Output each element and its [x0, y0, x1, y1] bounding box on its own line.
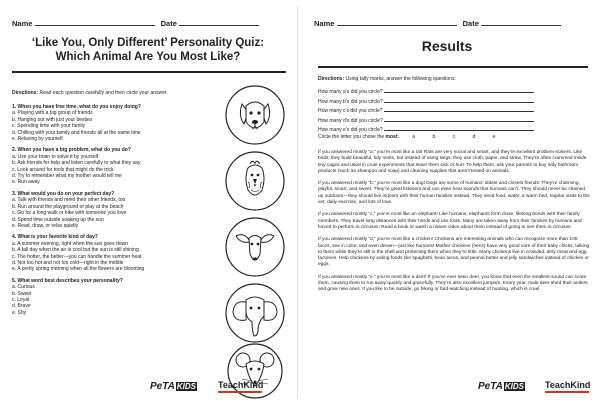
deer-icon — [224, 216, 286, 278]
tally-question: How many d’s did you circle? — [318, 117, 383, 124]
directions-text: Read each question carefully and then circle your answer. — [38, 90, 168, 96]
option-3b[interactable]: b. Run around the playground or play at the beach — [12, 203, 124, 210]
tally-list — [318, 87, 534, 135]
question-block — [12, 104, 217, 142]
tally-field[interactable] — [384, 97, 534, 103]
option-5a[interactable]: a. Curious — [12, 284, 35, 291]
date-field[interactable] — [179, 18, 259, 26]
option-1a[interactable]: a. Playing with a big group of friends — [12, 110, 93, 117]
circle-letter-d[interactable]: d — [472, 134, 476, 140]
results-title: Results — [421, 38, 473, 54]
circle-letter-c[interactable]: c — [452, 134, 456, 140]
name-date-row — [314, 18, 561, 28]
teachkind-logo — [218, 380, 263, 393]
question-1: 1. When you have free time, what do you enjoy doing? — [12, 104, 141, 110]
quiz-title — [4, 36, 292, 64]
elephant-icon — [224, 282, 286, 344]
option-4b[interactable]: b. A fall day when the air is cool but the sun is still shining — [12, 247, 139, 254]
teachkind-underline — [545, 391, 589, 393]
date-field[interactable] — [481, 18, 561, 26]
tally-field[interactable] — [384, 87, 534, 93]
option-1c[interactable]: c. Spending time with your family — [12, 123, 86, 130]
option-3c[interactable]: c. Go for a long walk or hike with someone you love — [12, 210, 127, 217]
question-block — [12, 191, 217, 229]
teachkind-logo-text: TeachKind — [545, 380, 591, 390]
peta-kids-logo — [478, 381, 525, 392]
quiz-title-line2: Which Animal Are You Most Like? — [55, 51, 241, 63]
kids-logo-text: KIDS — [504, 382, 524, 391]
circle-letter-a[interactable]: a — [412, 134, 416, 140]
tally-field[interactable] — [384, 116, 534, 122]
option-5b[interactable]: b. Sweet — [12, 290, 32, 297]
question-block — [12, 278, 217, 316]
result-elephant: If you answered mostly “c,” you’re most like an elephant! Like humans, elephants form close, lifelong bonds with their family members. They travel long distances with their herds and use tools. Many are taken away from their families by humans and forced to perform in circuses. Read a book or watch a nature video about them instead of going to see them in circuses. — [318, 212, 582, 230]
question-5: 5. What word best describes your personality? — [12, 277, 123, 284]
tally-question: How many b’s did you circle? — [318, 98, 383, 105]
option-2e[interactable]: e. Run away — [12, 179, 40, 186]
name-field[interactable] — [35, 18, 155, 26]
option-2d[interactable]: d. Try to remember what my mother would tell me — [12, 173, 122, 180]
results-list — [318, 150, 590, 300]
date-label: Date — [160, 19, 177, 28]
name-field[interactable] — [337, 18, 457, 26]
quiz-page — [0, 0, 292, 404]
tally-question: How many c’s did you circle? — [318, 108, 383, 115]
tally-field[interactable] — [384, 106, 534, 112]
peta-logo-text: PeTA — [150, 381, 175, 392]
circle-letter-e[interactable]: e — [492, 134, 496, 140]
title-rule — [318, 66, 588, 68]
directions-text: Using tally marks, answer the following questions: — [344, 76, 456, 82]
results-page — [302, 0, 602, 404]
kids-logo-text: KIDS — [176, 382, 196, 391]
result-chicken: If you answered mostly “d,” you’re most like a chicken! Chickens are interesting animals who can recognize more than 100 faces, see in color, and even dream—just like humans! Mother chickens (hens) have very good care of their baby chicks, talking to them while they’re still in the shell and protecting them when they’re little. Many chickens live in crowded, dirty meat and egg factories. Help chickens by eating foods like spaghetti, bean tacos, and peanut butter and jelly sandwiches instead of chicken or eggs. — [318, 237, 590, 268]
directions-label: Directions: — [12, 90, 39, 96]
results-directions — [318, 76, 588, 82]
option-4a[interactable]: a. A summer evening, right when the sun goes down — [12, 240, 128, 247]
option-3a[interactable]: a. Talk with friends and meet their other friends, too — [12, 197, 126, 204]
circle-prompt-text: Circle the letter you chose the — [318, 134, 386, 140]
title-rule — [12, 71, 286, 73]
option-4e[interactable]: e. A pretty spring morning when all the flowers are blooming — [12, 266, 145, 273]
option-5c[interactable]: c. Loyal — [12, 296, 30, 303]
option-2a[interactable]: a. Use your brain to solve it by yourself — [12, 153, 99, 160]
option-3d[interactable]: d. Spend time outside soaking up the sun — [12, 216, 104, 223]
chicken-icon — [224, 150, 286, 212]
question-block — [12, 234, 217, 272]
option-5e[interactable]: e. Shy — [12, 309, 27, 316]
question-3: 3. What would you do on your perfect day? — [12, 190, 115, 197]
option-1d[interactable]: d. Chilling with your family and friends all at the same time — [12, 129, 141, 136]
circle-prompt-most: most — [385, 134, 398, 140]
question-list — [12, 100, 217, 316]
option-1b[interactable]: b. Hanging out with just your besties — [12, 116, 93, 123]
result-dog: If you answered mostly “b,” you’re most like a dog! Dogs are some of humans’ oldest and closest friends. They’re charming, playful, smart, and sweet. They’re great listeners and can even hear sounds that humans can’t. They should never be chained up outdoors—they should live indoors with their human families instead. They need food, water, a warm bed, regular visits to the vet, daily exercise, and lots of love. — [318, 181, 590, 206]
name-label: Name — [12, 19, 33, 28]
teachkind-logo-text: TeachKind — [218, 380, 264, 390]
peta-kids-logo — [150, 381, 197, 392]
result-deer: If you answered mostly “e,” you’re most like a deer! If you’ve ever seen deer, you know that even the smallest sound can scare them, causing them to run away quickly and gracefully. They’re also excellent jumpers. Every year, male deer shed their antlers and grow new ones. If you like to be outside, go hiking or bird-watching instead of hunting, which is cruel. — [318, 274, 588, 293]
circle-letter-b[interactable]: b — [432, 134, 436, 140]
circle-prompt: Circle the letter you chose the most: a b c d e — [318, 134, 496, 140]
tally-question: How many a’s did you circle? — [318, 89, 383, 95]
peta-logo-text: PeTA — [478, 381, 503, 392]
option-5d[interactable]: d. Brave — [12, 303, 31, 310]
date-label: Date — [462, 19, 479, 28]
tally-question: How many e’s did you circle? — [318, 127, 383, 134]
name-date-row — [12, 18, 259, 28]
question-2: 2. When you have a big problem, what do you do? — [12, 147, 131, 154]
teachkind-underline — [218, 391, 262, 393]
dog-icon — [224, 84, 286, 146]
tally-field[interactable] — [384, 125, 534, 131]
name-label: Name — [314, 19, 335, 28]
option-3e[interactable]: e. Read, draw, or relax quietly — [12, 222, 79, 229]
option-4c[interactable]: c. The hotter, the better—you can handle the summer heat — [12, 253, 142, 260]
directions-label: Directions: — [318, 76, 345, 82]
page-divider — [297, 6, 298, 398]
teachkind-logo — [545, 380, 590, 393]
option-4d[interactable]: d. Not too hot and not too cold—right in the middle — [12, 259, 124, 266]
question-4: 4. What is your favorite kind of day? — [12, 234, 98, 241]
option-1e[interactable]: e. Relaxing by yourself — [12, 136, 63, 143]
option-2c[interactable]: c. Look around for tools that might do the trick — [12, 166, 114, 173]
result-rat: If you answered mostly “a,” you’re most like a rat! Rats are very social and smart, and they’re excellent problem-solvers. Like birds, they build beautiful, tidy nests, but instead of using twigs, they use cloth, paper, and straw. They’re often crammed inside tiny cages and used in cruel experiments that leave them sick or hurt. To help them, ask your parents to buy only bathroom products (such as shampoo and soap) and cleaning supplies that aren’t tested on animals. — [318, 150, 587, 174]
quiz-title-line1: ‘Like You, Only Different’ Personality Quiz: — [31, 37, 265, 49]
question-block — [12, 147, 217, 185]
option-2b[interactable]: b. Ask friends for help and listen carefully to what they say — [12, 160, 141, 167]
